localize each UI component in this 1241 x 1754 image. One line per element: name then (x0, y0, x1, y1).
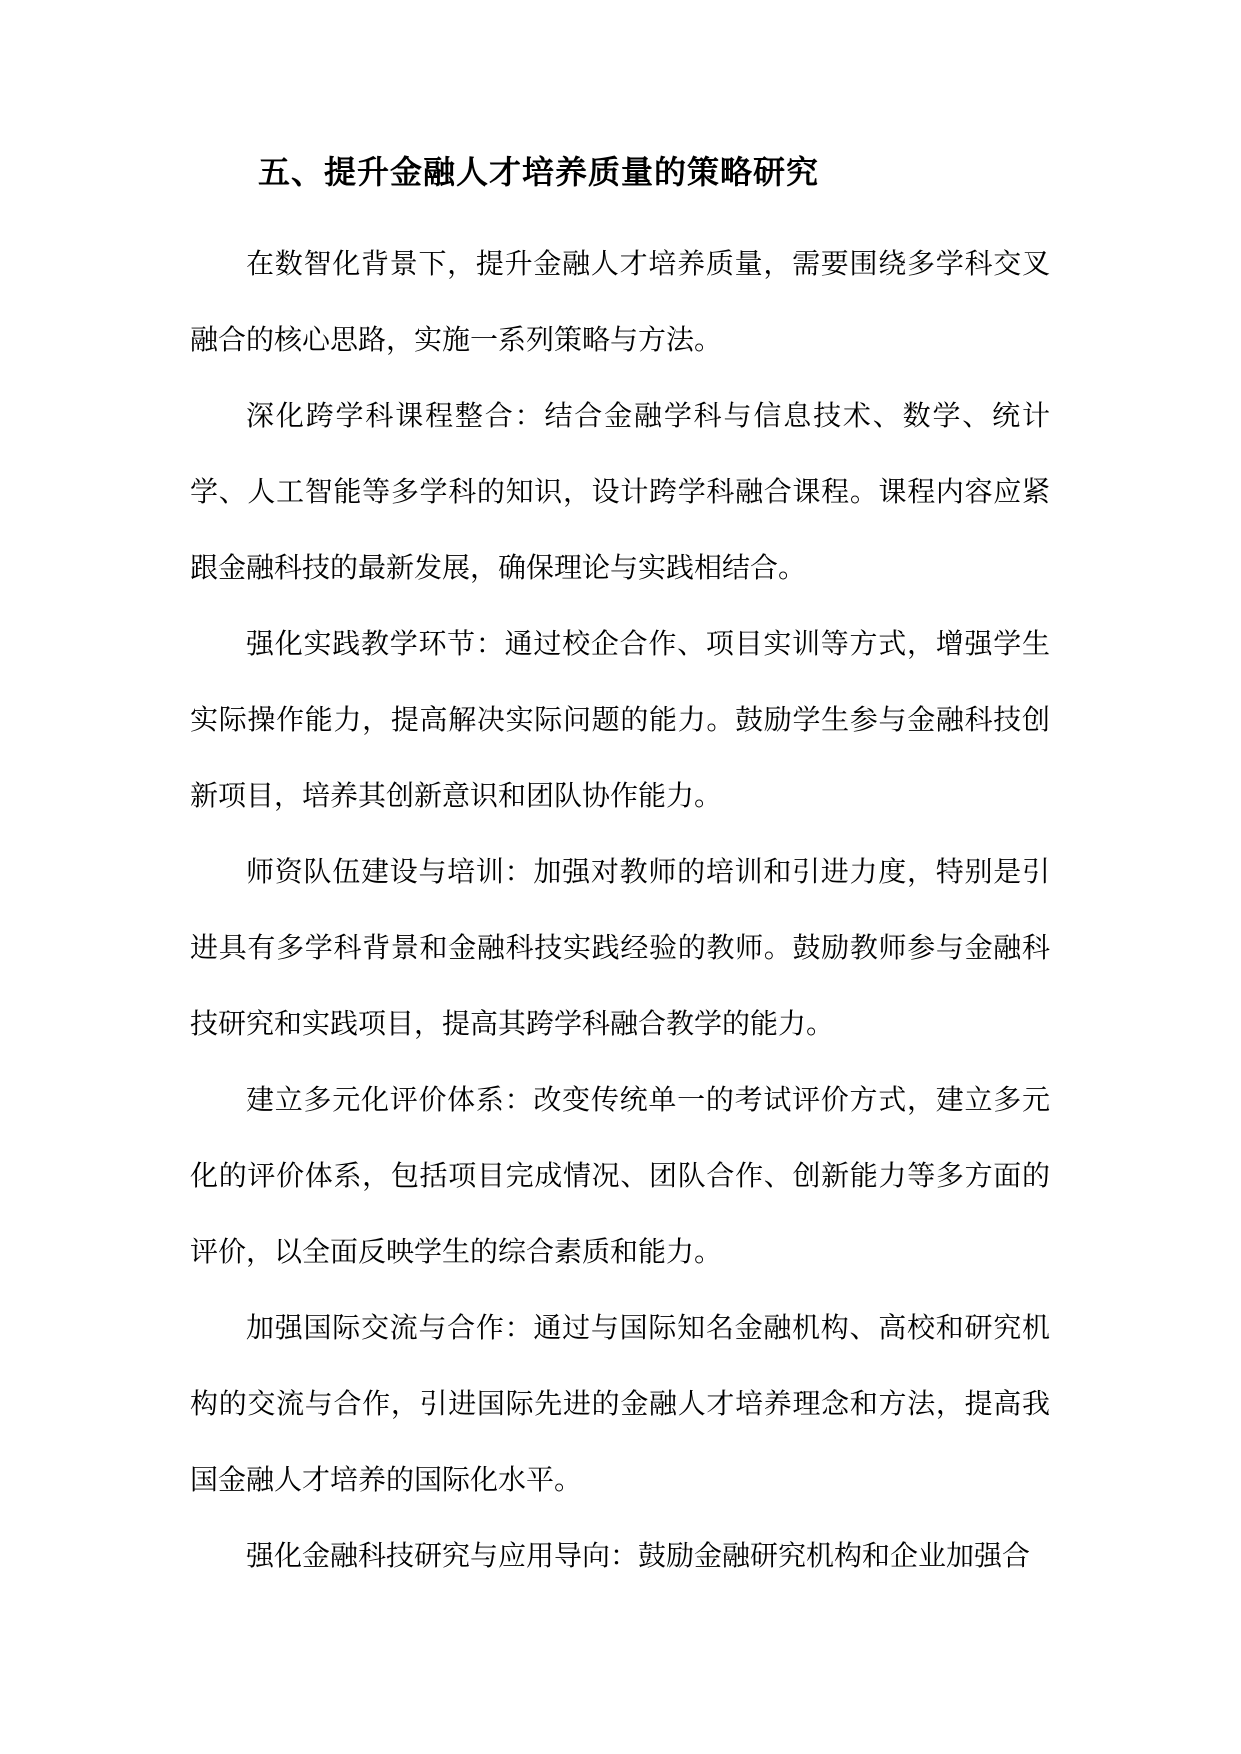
paragraph-international-cooperation: 加强国际交流与合作：通过与国际知名金融机构、高校和研究机构的交流与合作，引进国际先进的金融人才培养理念和方法，提高我国金融人才培养的国际化水平。 (190, 1311, 1050, 1496)
paragraph-evaluation-system: 建立多元化评价体系：改变传统单一的考试评价方式，建立多元化的评价体系，包括项目完成情况、团队合作、创新能力等多方面的评价，以全面反映学生的综合素质和能力。 (190, 1083, 1050, 1268)
paragraph-practice-teaching: 强化实践教学环节：通过校企合作、项目实训等方式，增强学生实际操作能力，提高解决实际问题的能力。鼓励学生参与金融科技创新项目，培养其创新意识和团队协作能力。 (190, 627, 1050, 812)
paragraph-intro: 在数智化背景下，提升金融人才培养质量，需要围绕多学科交叉融合的核心思路，实施一系列策略与方法。 (190, 247, 1050, 356)
section-heading: 五、提升金融人才培养质量的策略研究 (258, 153, 820, 191)
paragraph-curriculum-integration: 深化跨学科课程整合：结合金融学科与信息技术、数学、统计学、人工智能等多学科的知识，设计跨学科融合课程。课程内容应紧跟金融科技的最新发展，确保理论与实践相结合。 (190, 399, 1050, 584)
paragraph-fintech-research: 强化金融科技研究与应用导向：鼓励金融研究机构和企业加强合 (246, 1539, 1031, 1572)
document-body (190, 226, 1050, 1594)
paragraph-faculty-training: 师资队伍建设与培训：加强对教师的培训和引进力度，特别是引进具有多学科背景和金融科技实践经验的教师。鼓励教师参与金融科技研究和实践项目，提高其跨学科融合教学的能力。 (190, 855, 1050, 1040)
